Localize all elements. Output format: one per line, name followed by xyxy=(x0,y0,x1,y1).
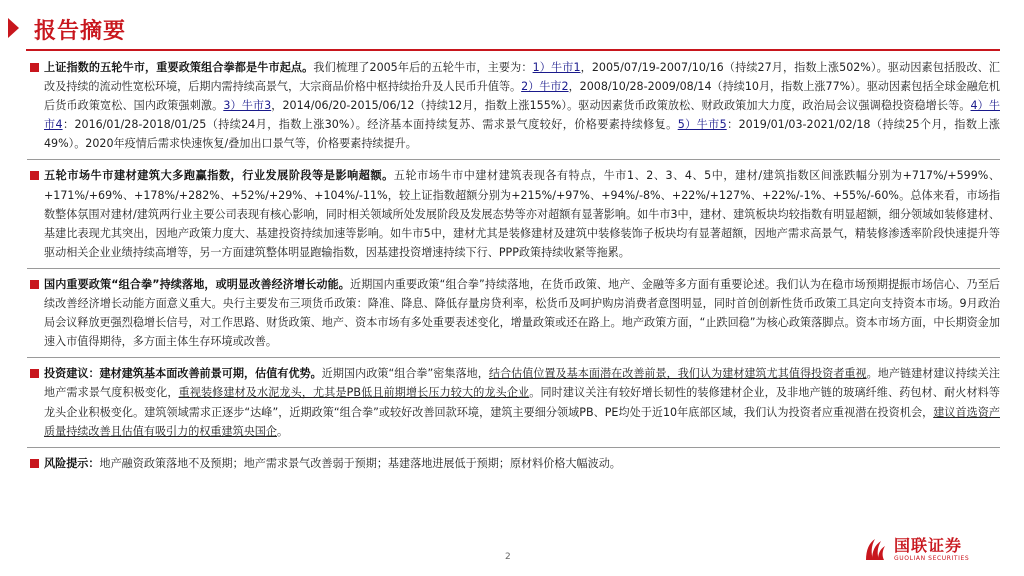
paragraph-text xyxy=(44,61,1000,150)
bullet-icon xyxy=(30,63,39,72)
paragraph-text xyxy=(44,457,621,470)
paragraph-segment: ：2016/01/28-2018/01/25（持续24月，指数上涨30%）。经济基本面持续复苏、需求景气度较好，价格要素持续修复。 xyxy=(62,118,678,132)
paragraph-segment: ，2005/07/19-2007/10/16（持续27月，指数上涨502%）。驱动因素包括股改、汇改及持续的流动性宽松环境，后期内需持续高景气，大宗商品价格中枢持续抬升及人民币升值等。 xyxy=(44,61,1000,94)
brand-logo xyxy=(860,536,969,564)
bullet-icon xyxy=(30,171,39,180)
page-title: 报告摘要 xyxy=(34,18,127,44)
summary-paragraph-sector-performance xyxy=(27,166,1000,261)
paragraph-lead: 风险提示： xyxy=(44,456,100,470)
paragraph-segment: 。地产链建材建议持续关注地产需求景气度积极变化， xyxy=(44,367,1000,400)
underlined-phrase: 结合估值位置及基本面潜在改善前景，我们认为建材建筑尤其值得投资者重视 xyxy=(488,367,867,381)
divider xyxy=(27,357,1000,358)
title-marker-icon xyxy=(8,18,19,38)
underlined-phrase: 3）牛市3 xyxy=(223,99,272,113)
underlined-phrase: 5）牛市5 xyxy=(677,118,727,132)
paragraph-segment: 近期国内重要政策“组合拳”持续落地，在货币政策、地产、金融等多方面有重要论述。我们认为在稳市场预期提振市场信心、乃至后续改善经济增长动能方面意义重大。央行主要发布三项货币政策：降准、降息、降低存量房贷利率，松货币及呵护购房消费者意图明显，同时首创创新性货币政策工具定向支持资本市场。9月政治局会议释放更强烈稳增长信号，对工作思路、财货政策、地产、资本市场有多处重要表述变化，增量政策或还在路上。地产政策方面，“止跌回稳”为核心政策落脚点。资本市场方面，中长期资金加速入市值得期待，多方面主体生存环境或改善。 xyxy=(44,277,1000,349)
underlined-phrase: 4）牛市4 xyxy=(44,99,1000,132)
guolian-logo-icon xyxy=(860,536,888,564)
summary-paragraph-policy xyxy=(27,275,1000,351)
paragraph-segment: 近期国内政策“组合拳”密集落地， xyxy=(321,367,489,381)
divider xyxy=(27,268,1000,269)
paragraph-segment: 。 xyxy=(276,424,289,438)
paragraph-segment: 。同时建议关注有较好增长韧性的装修建材企业，及非地产链的玻璃纤维、药包材、耐火材料等龙头企业积极变化。建筑领域需求正逐步“达峰”，近期政策“组合拳”或较好改善回款环境，建筑主要细分领域PB、PE均处于近10年底部区域，我们认为投资者应重视潜在投资机会， xyxy=(44,386,1000,419)
paragraph-segment: ：2019/01/03-2021/02/18（持续25个月，指数上涨49%）。2020年疫情后需求快速恢复/叠加出口景气等，价格要素持续提升。 xyxy=(44,118,1000,151)
paragraph-segment: 地产融资政策落地不及预期；地产需求景气改善弱于预期；基建落地进展低于预期；原材料价格大幅波动。 xyxy=(99,456,621,470)
underlined-phrase: 建议首选资产质量持续改善且估值有吸引力的权重建筑央国企 xyxy=(44,405,1000,438)
paragraph-text xyxy=(44,367,1000,437)
paragraph-text xyxy=(44,169,1000,258)
paragraph-segment: 我们梳理了2005年后的五轮牛市，主要为： xyxy=(313,61,533,74)
paragraph-segment: ，2008/10/28-2009/08/14（持续10月，指数上涨77%）。驱动因素包括全球金融危机后货币政策宽松、国内政策强刺激。 xyxy=(44,80,1000,113)
page-number: 2 xyxy=(505,552,511,562)
summary-paragraph-investment-advice xyxy=(27,364,1000,440)
bullet-icon xyxy=(30,369,39,378)
bullet-icon xyxy=(30,280,39,289)
summary-paragraph-risk xyxy=(27,454,1000,473)
bullet-icon xyxy=(30,459,39,468)
paragraph-text xyxy=(44,278,1000,348)
divider xyxy=(27,159,1000,160)
paragraph-segment: ，2014/06/20-2015/06/12（持续12月，指数上涨155%）。驱动因素货币政策放松、财政政策加大力度，政治局会议强调稳投资稳增长等。 xyxy=(271,99,971,113)
paragraph-lead: 上证指数的五轮牛市，重要政策组合拳都是牛市起点。 xyxy=(44,61,314,74)
logo-chinese-name: 国联证券 xyxy=(894,536,963,555)
underlined-phrase: 重视装修建材及水泥龙头，尤其是PB低且前期增长压力较大的龙头企业 xyxy=(178,386,530,400)
paragraph-segment: 五轮市场牛市中建材建筑表现各有特点，牛市1、2、3、4、5中，建材/建筑指数区间涨跌幅分别为+717%/+599%、+171%/+69%、+178%/+282%、+52%/+29%、+104%/-11%，较上证指数超额分别为+215%/+97%、+94%/-8%、+22%/+127%、+22%/-1%、+55%/-60%。总体来看，市场指数整体氛围对建材/建筑两行业主要公司表现有核心影响，同时相关领域所处发展阶段及发展态势等亦对超额有显著影响。如牛市3中，建材、建筑板块均较指数有明显超额，细分领域如装修建材、基建比表现尤其突出，因地产政策力度大、基建投资持续加速等影响。如牛市5中，建材尤其是装修建材及建筑中装修装饰子板块均有显著超额，因地产需求高景气，精装修渗透率阶段快速提升等驱动相关企业业绩持续高增等，另一方面建筑整体明显跑输指数，因基建投资增速持续下行、PPP政策持续收紧等拖累。 xyxy=(44,169,1000,259)
paragraph-lead: 国内重要政策“组合拳”持续落地，或明显改善经济增长动能。 xyxy=(44,277,350,291)
summary-paragraph-bull-markets xyxy=(27,58,1000,153)
underlined-phrase: 1）牛市1 xyxy=(532,61,581,74)
underlined-phrase: 2）牛市2 xyxy=(521,80,569,94)
divider xyxy=(27,447,1000,448)
paragraph-lead: 五轮市场牛市建材建筑大多跑赢指数，行业发展阶段等是影响超额。 xyxy=(44,169,394,183)
logo-english-name: GUOLIAN SECURITIES xyxy=(894,555,970,562)
paragraph-lead: 投资建议：建材建筑基本面改善前景可期，估值有优势。 xyxy=(44,367,322,381)
title-divider xyxy=(26,49,1000,51)
summary-content xyxy=(27,58,1000,479)
